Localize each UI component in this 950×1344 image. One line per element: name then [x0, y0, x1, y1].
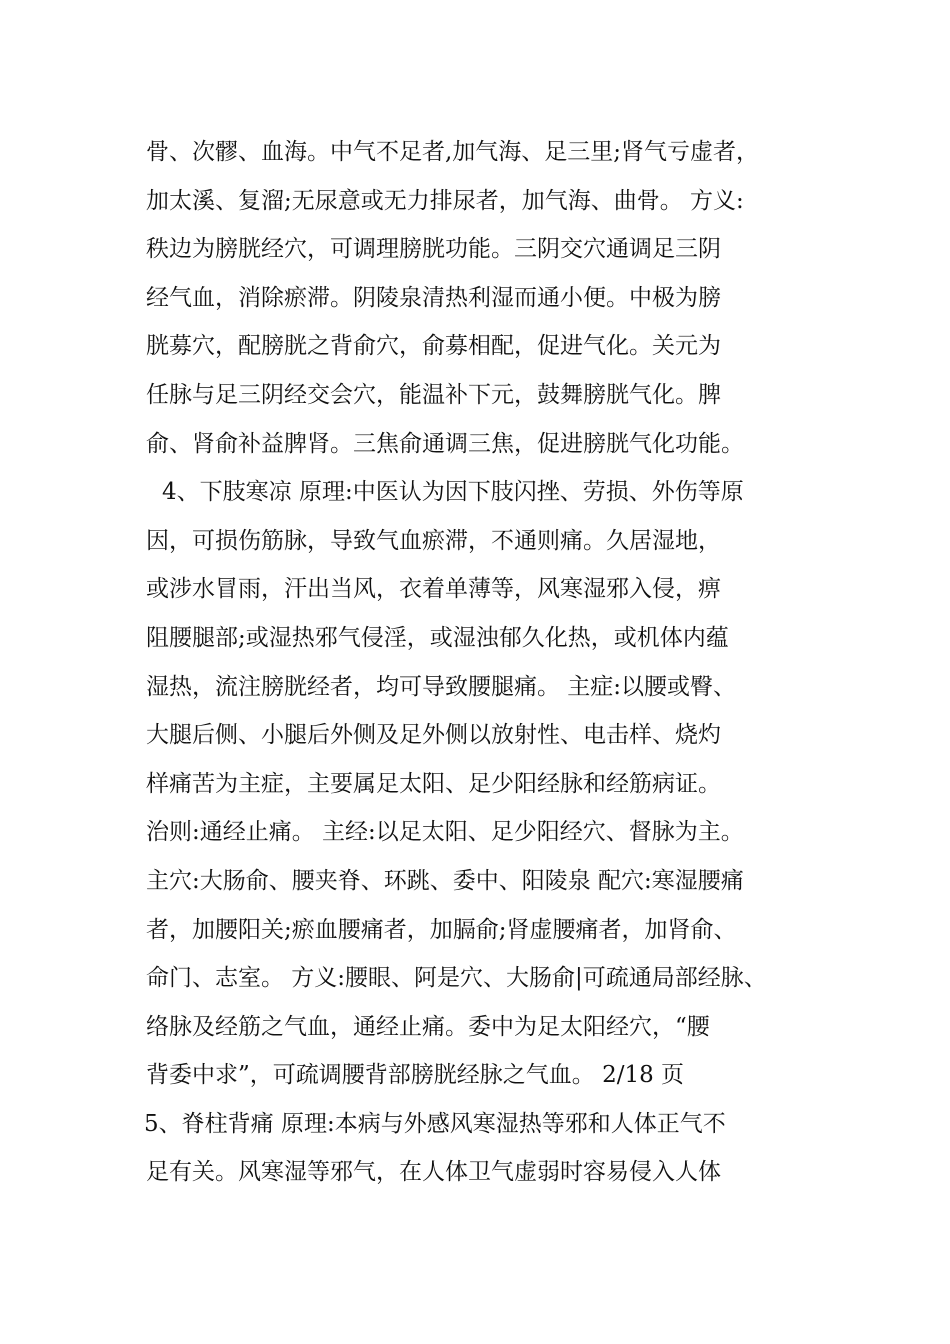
- section-heading-line: 5、脊柱背痛 原理:本病与外感风寒湿热等邪和人体正气不: [144, 1110, 726, 1137]
- text-line: 大腿后侧、小腿后外侧及足外侧以放射性、电击样、烧灼: [146, 722, 721, 749]
- text-line: 命门、志室。 方义:腰眼、阿是穴、大肠俞|可疏通局部经脉、: [146, 965, 767, 992]
- text-line: 治则:通经止痛。 主经:以足太阳、足少阳经穴、督脉为主。: [146, 819, 744, 846]
- text-line: 加太溪、复溜;无尿意或无力排尿者，加气海、曲骨。 方义:: [146, 187, 744, 214]
- text-line: 者，加腰阳关;瘀血腰痛者，加膈俞;肾虚腰痛者，加肾俞、: [146, 916, 737, 943]
- text-line: 湿热，流注膀胱经者，均可导致腰腿痛。 主症:以腰或臀、: [146, 673, 737, 700]
- text-line: 经气血，消除瘀滞。阴陵泉清热利湿而通小便。中极为膀: [146, 284, 721, 311]
- text-line: 任脉与足三阴经交会穴，能温补下元，鼓舞膀胱气化。脾: [146, 381, 721, 408]
- text-line: 胱募穴，配膀胱之背俞穴，俞募相配，促进气化。关元为: [146, 333, 721, 360]
- text-line: 样痛苦为主症，主要属足太阳、足少阳经脉和经筋病证。: [146, 770, 721, 797]
- text-line: 或涉水冒雨，汗出当风，衣着单薄等，风寒湿邪入侵，痹: [146, 576, 721, 603]
- text-line: 因，可损伤筋脉，导致气血瘀滞，不通则痛。久居湿地，: [146, 527, 721, 554]
- text-line: 秩边为膀胱经穴，可调理膀胱功能。三阴交穴通调足三阴: [146, 236, 721, 263]
- text-line: 络脉及经筋之气血，通经止痛。委中为足太阳经穴，“腰: [146, 1013, 710, 1040]
- section-heading-line: 4、下肢寒凉 原理:中医认为因下肢闪挫、劳损、外伤等原: [162, 479, 744, 506]
- text-line: 足有关。风寒湿等邪气，在人体卫气虚弱时容易侵入人体: [146, 1159, 721, 1186]
- text-line: 骨、次髎、血海。中气不足者,加气海、足三里;肾气亏虚者，: [146, 139, 760, 165]
- text-line-with-page-number: 背委中求”，可疏调腰背部膀胱经脉之气血。 2/18 页: [146, 1062, 685, 1089]
- text-line: 阻腰腿部;或湿热邪气侵淫，或湿浊郁久化热，或机体内蕴: [146, 624, 729, 651]
- body-text: [146, 128, 846, 1197]
- text-line: 主穴:大肠俞、腰夹脊、环跳、委中、阳陵泉 配穴:寒湿腰痛: [146, 867, 744, 894]
- text-line: 俞、肾俞补益脾肾。三焦俞通调三焦，促进膀胱气化功能。: [146, 430, 744, 457]
